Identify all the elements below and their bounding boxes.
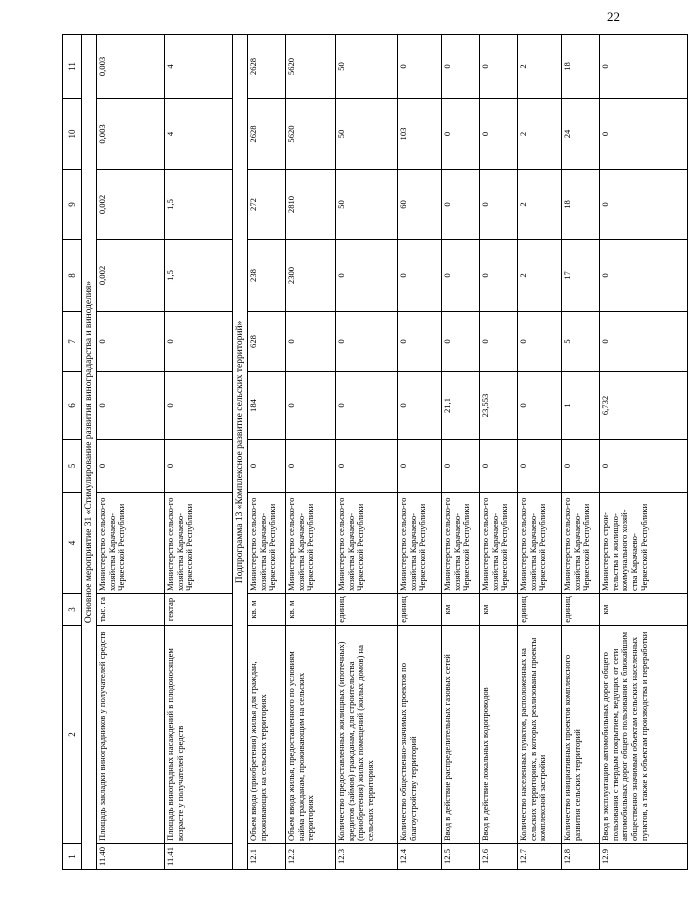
value-col6: 0 bbox=[518, 372, 562, 440]
row-number: 11.40 bbox=[97, 844, 165, 870]
value-col5: 0 bbox=[97, 440, 165, 493]
value-col10: 2628 bbox=[248, 99, 286, 170]
header-cell: 3 bbox=[63, 594, 82, 626]
value-col9: 2 bbox=[518, 170, 562, 240]
value-col5: 0 bbox=[286, 440, 336, 493]
table-row bbox=[398, 35, 442, 870]
value-col10: 2 bbox=[518, 99, 562, 170]
header-row bbox=[63, 35, 82, 870]
header-cell: 5 bbox=[63, 440, 82, 493]
indicator-name: Ввод в действие распределительных газовых сетей bbox=[442, 626, 480, 844]
value-col7: 0 bbox=[600, 312, 688, 372]
row-number: 12.2 bbox=[286, 844, 336, 870]
unit: гектар bbox=[165, 594, 233, 626]
indicator-name: Площадь закладки виноградников у получателей средств bbox=[97, 626, 165, 844]
value-col9: 1,5 bbox=[165, 170, 233, 240]
value-col11: 0 bbox=[398, 35, 442, 99]
table-row bbox=[480, 35, 518, 870]
table-row bbox=[562, 35, 600, 870]
section-heading: Основное мероприятие 31 «Стимулирование развития виноградарства и виноделия» bbox=[82, 35, 97, 870]
value-col9: 0 bbox=[442, 170, 480, 240]
value-col11: 5620 bbox=[286, 35, 336, 99]
responsible-org: Министерство сельско-го хозяйства Карачаево-Черкесской Республики bbox=[97, 493, 165, 594]
value-col11: 4 bbox=[165, 35, 233, 99]
value-col9: 2810 bbox=[286, 170, 336, 240]
responsible-org: Министерство сельско-го хозяйства Карачаево-Черкесской Республики bbox=[398, 493, 442, 594]
value-col10: 103 bbox=[398, 99, 442, 170]
header-cell: 2 bbox=[63, 626, 82, 844]
indicator-name: Количество населенных пунктов, расположенных на сельских территориях, в которых реализованы проекты комплексной застройки bbox=[518, 626, 562, 844]
row-number: 12.5 bbox=[442, 844, 480, 870]
value-col8: 1,5 bbox=[165, 240, 233, 312]
value-col6: 184 bbox=[248, 372, 286, 440]
indicator-name: Количество предоставленных жилищных (ипотечных) кредитов (займов) гражданам, для строительства (приобретения) жилых помещений (жилых домов) на сельских территориях bbox=[336, 626, 398, 844]
responsible-org: Министерство строи-тельства и жилищно-коммунального хозяй-ства Карачаево-Черкесской Республики bbox=[600, 493, 688, 594]
indicators-table bbox=[62, 34, 688, 870]
row-number: 12.1 bbox=[248, 844, 286, 870]
value-col10: 50 bbox=[336, 99, 398, 170]
indicator-name: Площадь виноградных насаждений в плодоносящем возрасте у получателей средств bbox=[165, 626, 233, 844]
value-col11: 0 bbox=[480, 35, 518, 99]
value-col8: 0 bbox=[480, 240, 518, 312]
unit: тыс. га bbox=[97, 594, 165, 626]
table-row bbox=[442, 35, 480, 870]
value-col8: 0,002 bbox=[97, 240, 165, 312]
value-col8: 2300 bbox=[286, 240, 336, 312]
header-cell: 6 bbox=[63, 372, 82, 440]
responsible-org: Министерство сельско-го хозяйства Карачаево-Черкесской Республики bbox=[518, 493, 562, 594]
value-col7: 628 bbox=[248, 312, 286, 372]
value-col11: 0 bbox=[600, 35, 688, 99]
indicators-table-rotated bbox=[62, 35, 649, 870]
value-col10: 24 bbox=[562, 99, 600, 170]
value-col6: 23,553 bbox=[480, 372, 518, 440]
table-row bbox=[248, 35, 286, 870]
value-col8: 0 bbox=[398, 240, 442, 312]
value-col7: 0 bbox=[97, 312, 165, 372]
value-col6: 0 bbox=[398, 372, 442, 440]
header-cell: 1 bbox=[63, 844, 82, 870]
value-col10: 5620 bbox=[286, 99, 336, 170]
row-number: 12.3 bbox=[336, 844, 398, 870]
unit: кв. м bbox=[248, 594, 286, 626]
value-col8: 17 bbox=[562, 240, 600, 312]
responsible-org: Министерство сельско-го хозяйства Карачаево-Черкесской Республики bbox=[336, 493, 398, 594]
indicator-name: Количество общественно-значимых проектов по благоустройству территорий bbox=[398, 626, 442, 844]
row-number: 12.4 bbox=[398, 844, 442, 870]
unit: кв. м bbox=[286, 594, 336, 626]
value-col8: 0 bbox=[600, 240, 688, 312]
value-col8: 238 bbox=[248, 240, 286, 312]
responsible-org: Министерство сельско-го хозяйства Карачаево-Черкесской Республики bbox=[442, 493, 480, 594]
value-col6: 1 bbox=[562, 372, 600, 440]
value-col7: 0 bbox=[480, 312, 518, 372]
value-col6: 21,1 bbox=[442, 372, 480, 440]
row-number: 12.6 bbox=[480, 844, 518, 870]
row-number: 12.9 bbox=[600, 844, 688, 870]
unit: единиц bbox=[336, 594, 398, 626]
value-col8: 2 bbox=[518, 240, 562, 312]
value-col5: 0 bbox=[600, 440, 688, 493]
table-row bbox=[336, 35, 398, 870]
value-col5: 0 bbox=[336, 440, 398, 493]
responsible-org: Министерство сельско-го хозяйства Карачаево-Черкесской Республики bbox=[165, 493, 233, 594]
value-col9: 272 bbox=[248, 170, 286, 240]
value-col7: 0 bbox=[286, 312, 336, 372]
indicator-name: Объем ввода (приобретения) жилья для граждан, проживающих на сельских территориях bbox=[248, 626, 286, 844]
value-col7: 0 bbox=[398, 312, 442, 372]
value-col7: 0 bbox=[442, 312, 480, 372]
value-col10: 0 bbox=[480, 99, 518, 170]
row-number: 12.7 bbox=[518, 844, 562, 870]
indicator-name: Количество инициативных проектов комплексного развития сельских территорий bbox=[562, 626, 600, 844]
value-col9: 0 bbox=[600, 170, 688, 240]
value-col5: 0 bbox=[562, 440, 600, 493]
unit: км bbox=[442, 594, 480, 626]
header-cell: 10 bbox=[63, 99, 82, 170]
value-col9: 0 bbox=[480, 170, 518, 240]
section-heading: Подпрограмма 13 «Комплексное развитие сельских территорий» bbox=[233, 35, 248, 870]
unit: км bbox=[600, 594, 688, 626]
value-col5: 0 bbox=[480, 440, 518, 493]
table-row bbox=[165, 35, 233, 870]
table-row bbox=[600, 35, 688, 870]
value-col7: 0 bbox=[165, 312, 233, 372]
value-col6: 0 bbox=[165, 372, 233, 440]
responsible-org: Министерство сельско-го хозяйства Карачаево-Черкесской Республики bbox=[286, 493, 336, 594]
responsible-org: Министерство сельско-го хозяйства Карачаево-Черкесской Республики bbox=[248, 493, 286, 594]
table-row bbox=[518, 35, 562, 870]
value-col10: 4 bbox=[165, 99, 233, 170]
row-number: 12.8 bbox=[562, 844, 600, 870]
value-col11: 2628 bbox=[248, 35, 286, 99]
indicator-name: Ввод в действие локальных водопроводов bbox=[480, 626, 518, 844]
header-cell: 7 bbox=[63, 312, 82, 372]
unit: единиц bbox=[562, 594, 600, 626]
responsible-org: Министерство сельско-го хозяйства Карачаево-Черкесской Республики bbox=[480, 493, 518, 594]
section-heading-row bbox=[233, 35, 248, 870]
value-col9: 0,002 bbox=[97, 170, 165, 240]
indicator-name: Ввод в эксплуатацию автомобильных дорог общего пользования с твердым покрытием, ведущих от сети автомобильных дорог общего пользования к ближайшим общественно значимым объектам сельских населенных пунктов, а также к объектам производства и переработки bbox=[600, 626, 688, 844]
value-col6: 0 bbox=[286, 372, 336, 440]
value-col11: 18 bbox=[562, 35, 600, 99]
value-col6: 0 bbox=[97, 372, 165, 440]
value-col7: 0 bbox=[518, 312, 562, 372]
section-heading-row bbox=[82, 35, 97, 870]
value-col5: 0 bbox=[518, 440, 562, 493]
value-col9: 50 bbox=[336, 170, 398, 240]
value-col5: 0 bbox=[248, 440, 286, 493]
value-col8: 0 bbox=[336, 240, 398, 312]
value-col10: 0,003 bbox=[97, 99, 165, 170]
header-cell: 4 bbox=[63, 493, 82, 594]
value-col11: 2 bbox=[518, 35, 562, 99]
value-col10: 0 bbox=[600, 99, 688, 170]
value-col8: 0 bbox=[442, 240, 480, 312]
table-row bbox=[286, 35, 336, 870]
header-cell: 8 bbox=[63, 240, 82, 312]
value-col6: 0 bbox=[336, 372, 398, 440]
unit: км bbox=[480, 594, 518, 626]
value-col5: 0 bbox=[165, 440, 233, 493]
header-cell: 9 bbox=[63, 170, 82, 240]
page-number: 22 bbox=[607, 9, 620, 24]
value-col9: 60 bbox=[398, 170, 442, 240]
value-col11: 0,003 bbox=[97, 35, 165, 99]
value-col7: 0 bbox=[336, 312, 398, 372]
table-row bbox=[97, 35, 165, 870]
value-col11: 50 bbox=[336, 35, 398, 99]
responsible-org: Министерство сельско-го хозяйства Карачаево-Черкесской Республики bbox=[562, 493, 600, 594]
unit: единиц bbox=[398, 594, 442, 626]
unit: единиц bbox=[518, 594, 562, 626]
value-col5: 0 bbox=[398, 440, 442, 493]
value-col7: 5 bbox=[562, 312, 600, 372]
value-col10: 0 bbox=[442, 99, 480, 170]
value-col5: 0 bbox=[442, 440, 480, 493]
indicator-name: Объем ввода жилья, предоставленного по условиям найма гражданам, проживающим на сельских территориях bbox=[286, 626, 336, 844]
header-cell: 11 bbox=[63, 35, 82, 99]
row-number: 11.41 bbox=[165, 844, 233, 870]
value-col11: 0 bbox=[442, 35, 480, 99]
value-col6: 6,732 bbox=[600, 372, 688, 440]
value-col9: 18 bbox=[562, 170, 600, 240]
